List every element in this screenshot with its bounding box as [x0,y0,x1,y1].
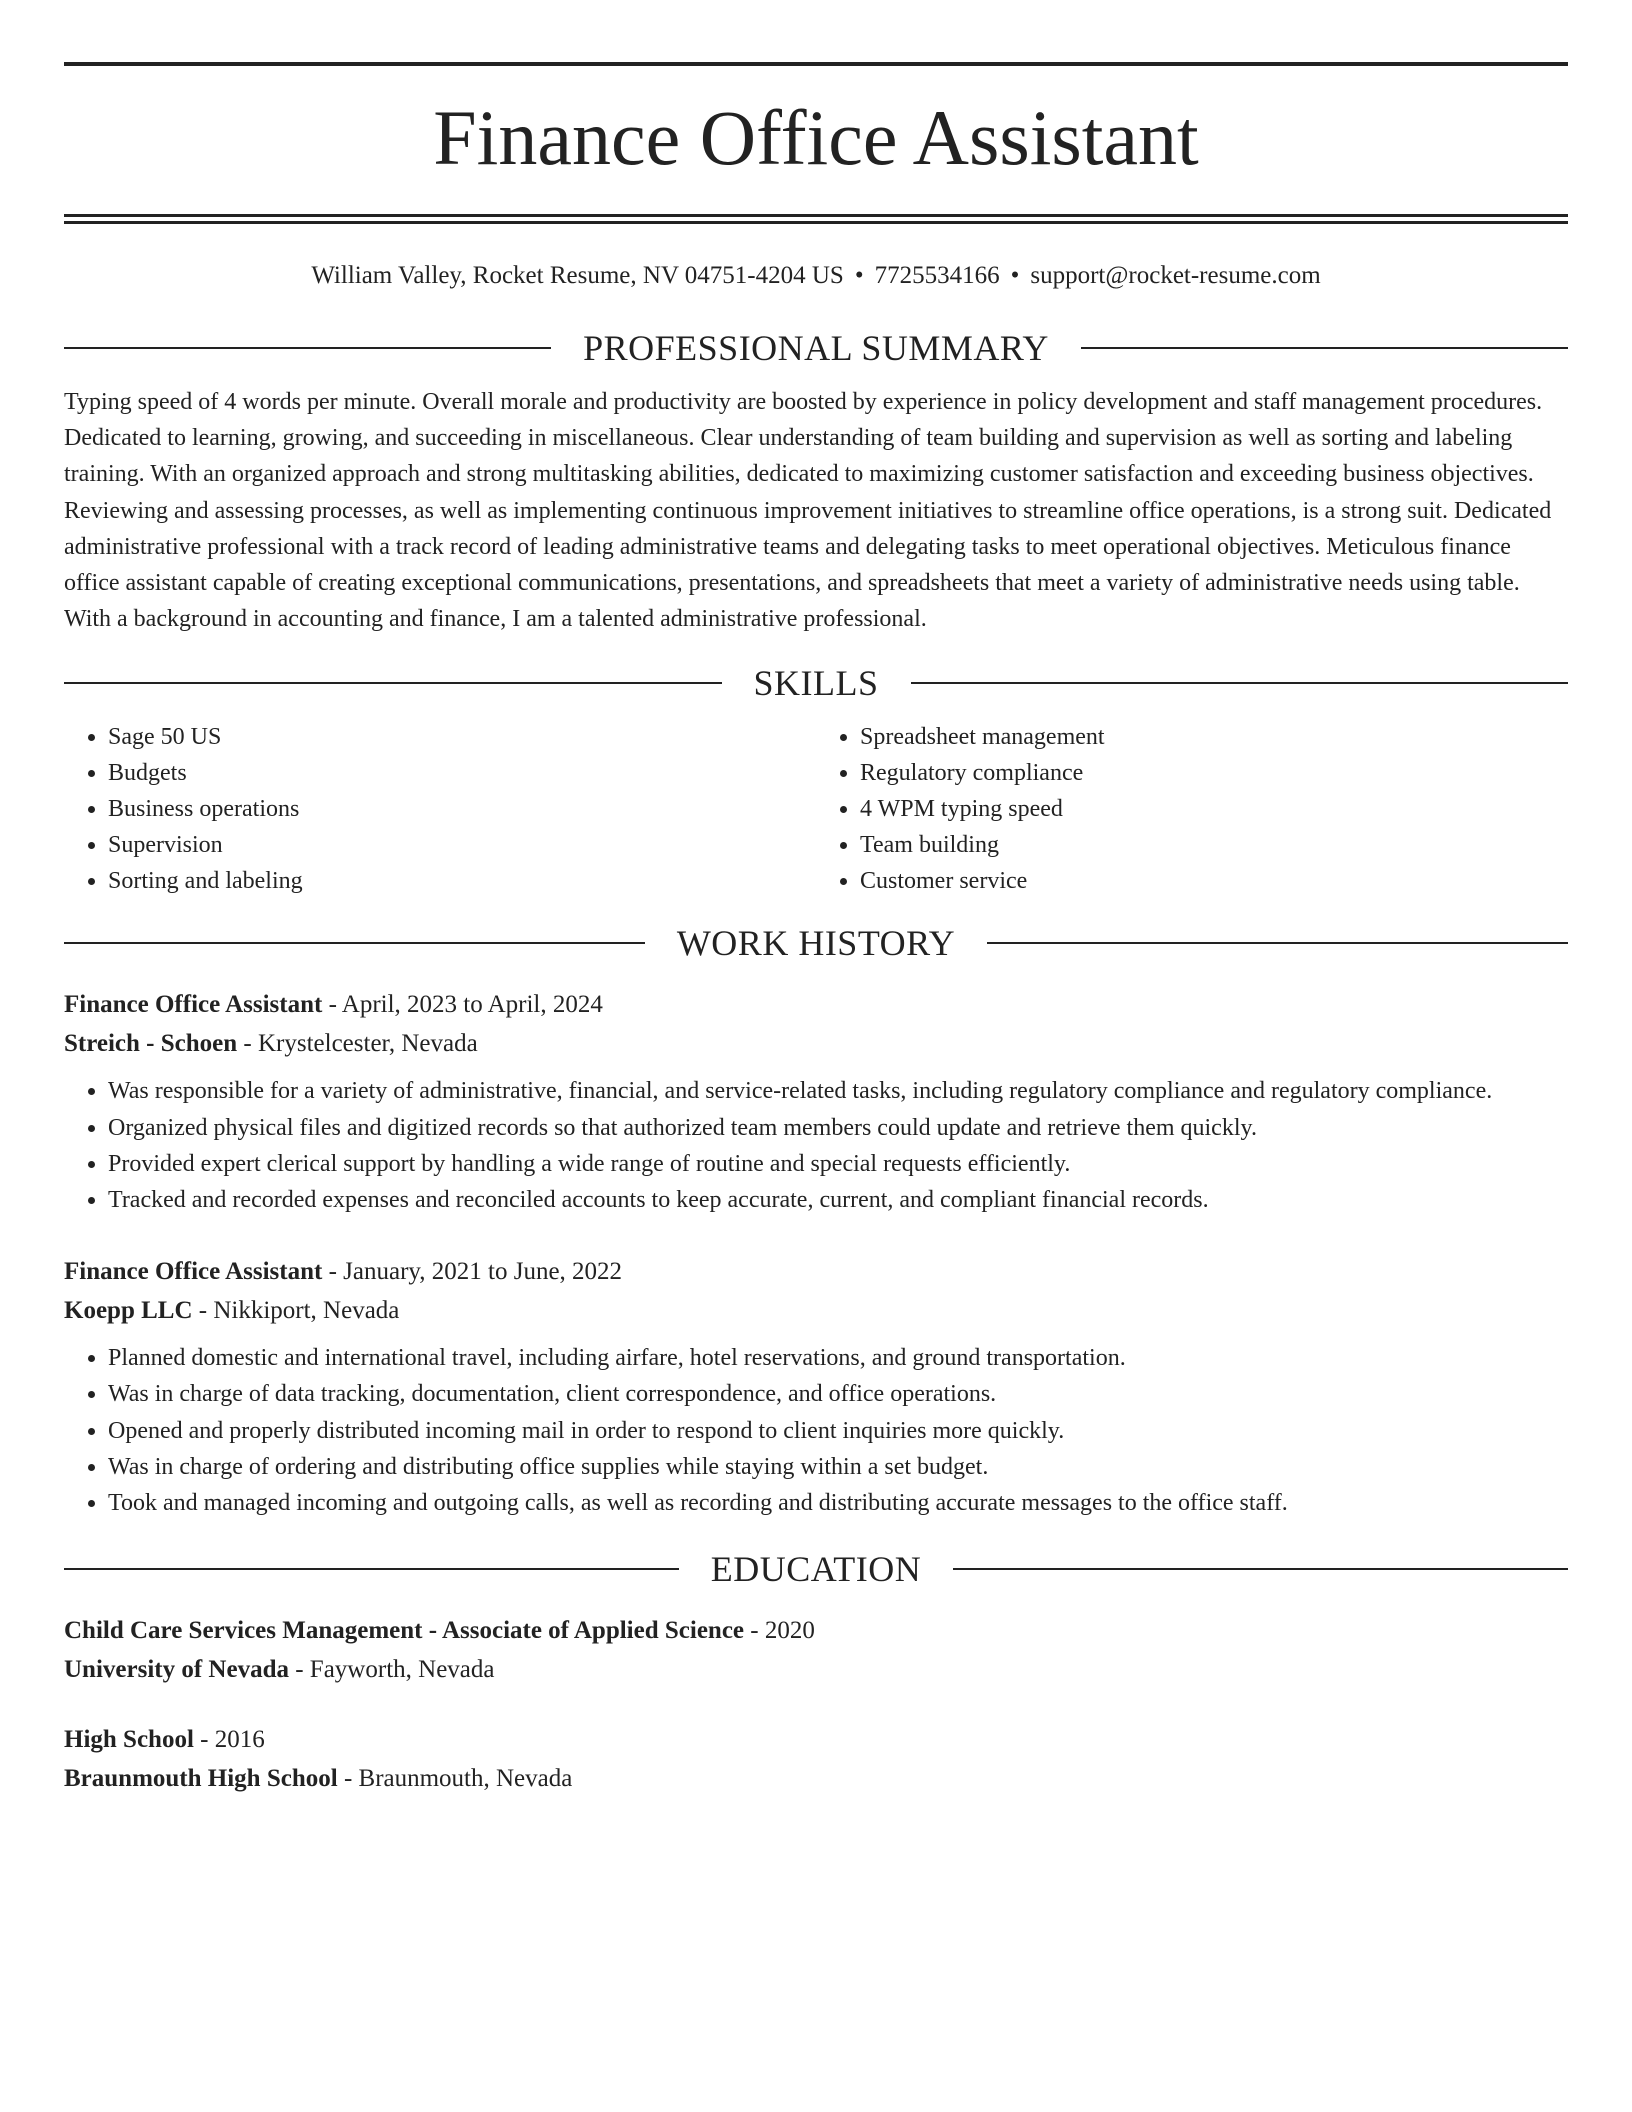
job-company-line [64,1291,1568,1330]
education-school-line [64,1650,1568,1689]
job-bullet: • Provided expert clerical support by handling a wide range of routine and special requests efficiently. [108,1146,1568,1182]
job-bullets [64,1073,1568,1218]
divider-line [64,347,551,349]
skill-item: • Team building [860,827,1568,863]
job-bullet: • Tracked and recorded expenses and reconciled accounts to keep accurate, current, and compliant financial records. [108,1182,1568,1218]
contact-line [64,258,1568,294]
skill-item: • 4 WPM typing speed [860,791,1568,827]
skill-item: • Supervision [108,827,816,863]
section-header-work [64,919,1568,967]
education-degree: Child Care Services Management - Associate of Applied Science [64,1617,745,1645]
skills-list [64,719,1568,899]
contact-email: support@rocket-resume.com [1030,262,1321,289]
divider-line [1081,347,1568,349]
education-location: - Braunmouth, Nevada [337,1765,573,1793]
job-dates: - January, 2021 to June, 2022 [322,1258,623,1286]
job-bullet: • Took and managed incoming and outgoing calls, as well as recording and distributing accurate messages to the office staff. [108,1485,1568,1521]
skill-item: • Spreadsheet management [860,719,1568,755]
job-location: - Nikkiport, Nevada [192,1297,400,1325]
job-bullet: • Was in charge of data tracking, documentation, client correspondence, and office operations. [108,1376,1568,1412]
divider-line [953,1568,1568,1570]
top-rule [64,62,1568,66]
job-bullet: • Was in charge of ordering and distributing office supplies while staying within a set budget. [108,1449,1568,1485]
double-rule [64,214,1568,224]
divider-line [64,682,722,684]
section-title-skills: SKILLS [753,663,879,704]
job-title-line [64,1252,1568,1291]
skill-item: • Regulatory compliance [860,755,1568,791]
job-location: - Krystelcester, Nevada [237,1030,478,1058]
section-title-work: WORK HISTORY [676,923,956,964]
education-school: Braunmouth High School [64,1765,338,1793]
resume-name: Finance Office Assistant [433,94,1199,181]
contact-phone: 7725534166 [874,262,1000,289]
contact-separator: • [854,262,864,289]
section-header-skills [64,659,1568,707]
education-school-line [64,1759,1568,1798]
section-header-education [64,1545,1568,1593]
section-title-education: EDUCATION [710,1549,922,1590]
divider-line [911,682,1569,684]
divider-line [64,1568,679,1570]
education-entry [64,1720,1568,1798]
divider-line [64,942,645,944]
job-bullets [64,1340,1568,1521]
skill-item: • Budgets [108,755,816,791]
education-degree-line [64,1720,1568,1759]
job-title-line [64,985,1568,1024]
section-header-summary [64,324,1568,372]
skill-item: • Sage 50 US [108,719,816,755]
education-location: - Fayworth, Nevada [288,1656,495,1684]
divider-line [987,942,1568,944]
job-company: Streich - Schoen [64,1030,238,1058]
job-title: Finance Office Assistant [64,1258,323,1286]
skills-column-left [64,719,816,899]
education-degree: High School [64,1726,194,1754]
job-bullet: • Planned domestic and international travel, including airfare, hotel reservations, and ground transportation. [108,1340,1568,1376]
job-company: Koepp LLC [64,1297,193,1325]
skills-column-right [816,719,1568,899]
contact-separator: • [1010,262,1020,289]
job-company-line [64,1024,1568,1063]
education-degree-line [64,1611,1568,1650]
summary-text: Typing speed of 4 words per minute. Overall morale and productivity are boosted by experience in policy development and staff management procedures. Dedicated to learning, growing, and succeeding in miscellaneous. Clear understanding of team building and supervision as well as sorting and labeling training. With an organized approach and strong multitasking abilities, dedicated to maximizing customer satisfaction and exceeding business objectives. Reviewing and assessing processes, as well as implementing continuous improvement initiatives to streamline office operations, is a strong suit. Dedicated administrative professional with a track record of leading administrative teams and delegating tasks to meet operational objectives. Meticulous finance office assistant capable of creating exceptional communications, presentations, and spreadsheets that meet a variety of administrative needs using table. With a background in accounting and finance, I am a talented administrative professional. [64,389,1552,633]
section-title-summary: PROFESSIONAL SUMMARY [583,328,1049,368]
contact-address: William Valley, Rocket Resume, NV 04751-4204 US [311,262,844,289]
skill-item: • Sorting and labeling [108,863,816,899]
skill-item: • Customer service [860,863,1568,899]
education-school: University of Nevada [64,1656,289,1684]
job-bullet: • Was responsible for a variety of administrative, financial, and service-related tasks, including regulatory compliance and regulatory compliance. [108,1073,1568,1109]
education-year: - 2016 [193,1726,265,1754]
education-year: - 2020 [744,1617,815,1645]
job-dates: - April, 2023 to April, 2024 [322,991,603,1019]
job-bullet: • Opened and properly distributed incoming mail in order to respond to client inquiries more quickly. [108,1413,1568,1449]
job-bullet: • Organized physical files and digitized records so that authorized team members could update and retrieve them quickly. [108,1110,1568,1146]
skill-item: • Business operations [108,791,816,827]
education-entry [64,1611,1568,1689]
job-entry [64,985,1568,1218]
job-entry [64,1252,1568,1521]
job-title: Finance Office Assistant [64,991,323,1019]
